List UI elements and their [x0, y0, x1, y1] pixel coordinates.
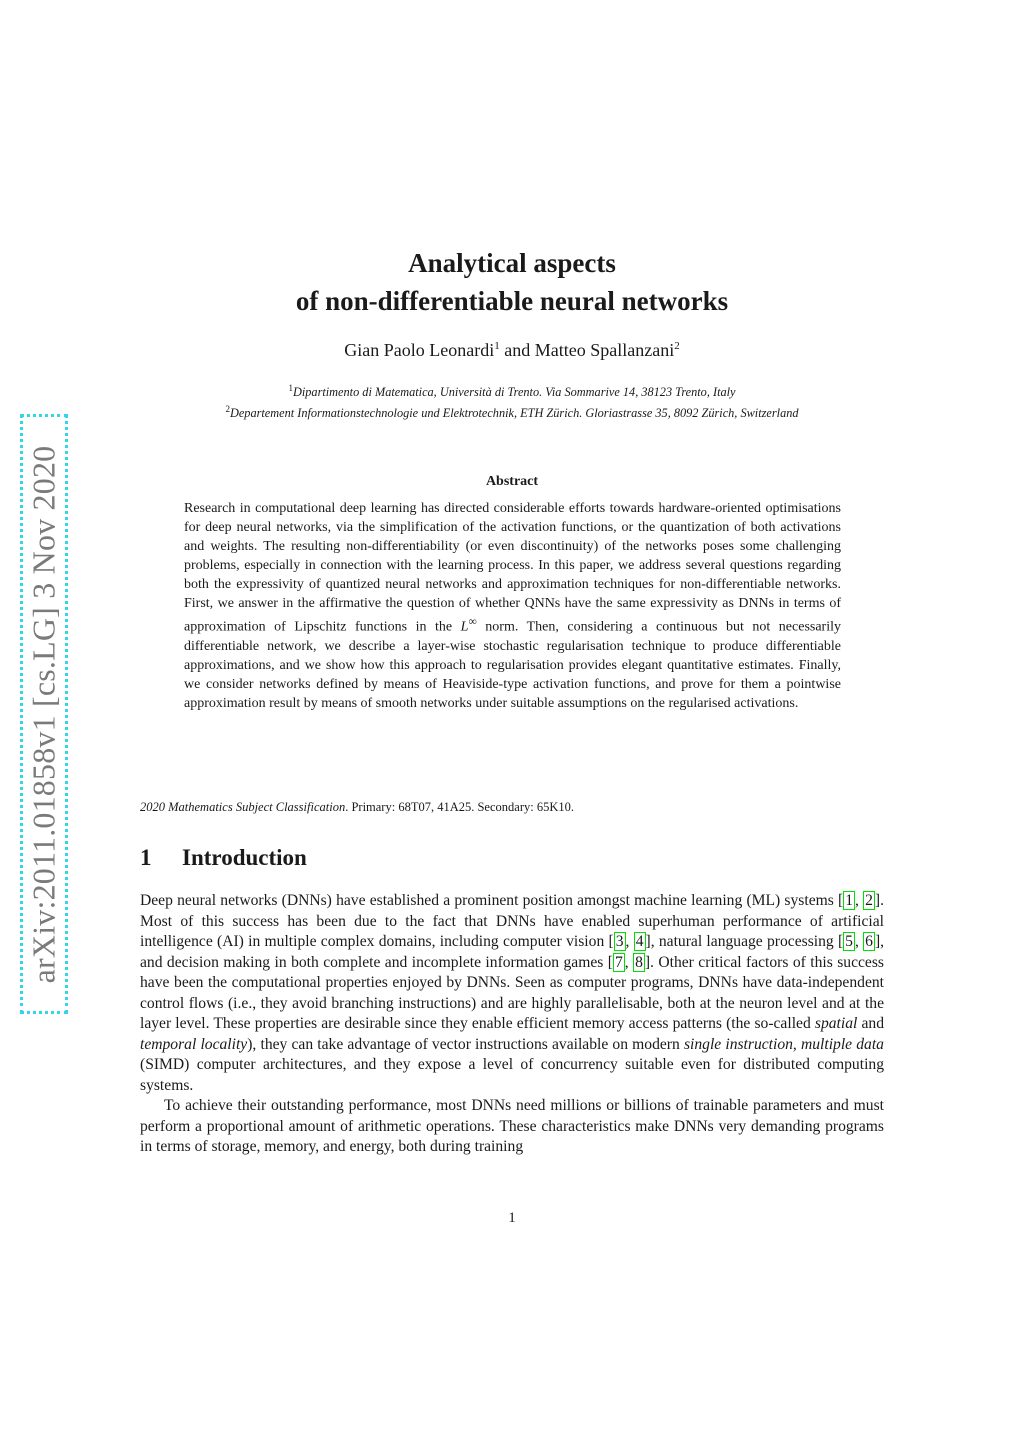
title-line-2: of non-differentiable neural networks — [295, 286, 729, 316]
affiliation-1 — [120, 380, 904, 401]
author-2-mark: 2 — [674, 340, 680, 352]
citation-link[interactable]: 2 — [865, 892, 873, 909]
citation-link[interactable]: 4 — [635, 933, 644, 950]
author-2: Matteo Spallanzani — [534, 340, 675, 360]
abstract-text — [184, 500, 841, 714]
page-number: 1 — [508, 1210, 516, 1226]
author-1-mark: 1 — [494, 340, 500, 352]
section-title: Introduction — [182, 845, 307, 870]
affiliation-1-mark: 1 — [288, 383, 293, 393]
citation-link[interactable]: 3 — [615, 933, 624, 950]
intro-text: ], and decision making in both complete and incomplete information games [ — [140, 933, 885, 971]
emphasis-text: temporal locality — [140, 1035, 248, 1053]
intro-text: Deep neural networks (DNNs) have established a prominent position amongst machine learning (ML) systems [ — [140, 892, 844, 909]
intro-paragraph-1 — [140, 891, 884, 1096]
msc-codes: . Primary: 68T07, 41A25. Secondary: 65K10. — [345, 800, 574, 814]
intro-text: (SIMD) computer architectures, and they expose a level of concurrency suitable even for distributed computing systems. — [140, 1056, 884, 1094]
intro-text: and — [857, 1015, 884, 1032]
abstract-part-1: Research in computational deep learning has directed considerable efforts towards hardware-oriented optimisations for deep neural networks, via the simplification of the activation functions, or the quantization of both activations and weights. The resulting non-differentiability (or even discontinuity) of the networks poses some challenging problems, especially in connection with the learning process. In this paper, we address several questions regarding both the expressivity of quantized neural networks and approximation techniques for non-differentiable networks. First, we answer in the affirmative the question of whether QNNs have the same expressivity as DNNs in terms of approximation of Lipschitz functions in the — [184, 501, 841, 636]
title-line-1: Analytical aspects — [408, 248, 616, 278]
norm-symbol: L — [460, 620, 469, 636]
section-heading — [140, 845, 307, 871]
abstract-part-2: norm. Then, considering a continuous but not necessarily differentiable network, we describe a layer-wise stochastic regularisation technique to produce differentiable approximations, and we show how this approach to regularisation provides elegant quantitative estimates. Finally, we consider networks defined by means of Heaviside-type activation functions, and prove for them a pointwise approximation result by means of smooth networks under suitable assumptions on the regularised activations. — [184, 620, 841, 711]
citation-link[interactable]: 1 — [845, 892, 854, 909]
affiliation-1-text: Dipartimento di Matematica, Università di Trento. Via Sommarive 14, 38123 Trento, Italy — [292, 385, 736, 400]
introduction-body — [140, 891, 884, 1158]
norm-superscript: ∞ — [468, 615, 477, 629]
citation-separator: , — [625, 933, 634, 950]
citation-link[interactable]: 8 — [635, 953, 643, 971]
section-number: 1 — [140, 845, 152, 870]
paper-title — [140, 244, 884, 320]
intro-text: ], natural language processing [ — [645, 933, 844, 950]
intro-text: ]. Other critical factors of this success have been the computational properties enjoyed by DNNs. Seen as computer programs, DNNs have data-independent control flows (i.e., they avoid branching instructions) and are highly parallelisable, both at the neuron level and at the layer level. These properties are desirable since they enable efficient memory access patterns (the so-called — [140, 953, 884, 1032]
author-conjunction: and — [499, 340, 535, 360]
msc-classification — [140, 800, 884, 815]
affiliation-2-mark: 2 — [225, 404, 230, 415]
citation-link[interactable]: 6 — [865, 933, 873, 950]
emphasis-text: single instruction, multiple data — [683, 1035, 884, 1053]
affiliation-2-text: Departement Informationstechnologie und Elektrotechnik, ETH Zürich. Gloriastrasse 35, 8092 Zürich, Switzerland — [229, 406, 799, 421]
citation-link[interactable]: 5 — [845, 933, 853, 950]
intro-text: ]. Most of this success has been due to the fact that DNNs have enabled superhuman performance of artificial intelligence (AI) in multiple complex domains, including computer vision [ — [140, 892, 885, 950]
intro-text: ), they can take advantage of vector instructions available on modern — [247, 1035, 684, 1053]
author-list — [140, 340, 884, 361]
citation-link[interactable]: 7 — [614, 953, 623, 971]
citation-separator: , — [855, 892, 864, 909]
intro-paragraph-2: To achieve their outstanding performance, most DNNs need millions or billions of trainable parameters and must perform a proportional amount of arithmetic operations. These characteristics make DNNs very demanding programs in terms of storage, memory, and energy, both during training — [140, 1097, 884, 1155]
citation-separator: , — [624, 953, 634, 971]
emphasis-text: spatial — [814, 1015, 858, 1032]
msc-label: 2020 Mathematics Subject Classification — [140, 800, 346, 814]
affiliation-2 — [120, 401, 904, 422]
abstract-heading: Abstract — [485, 474, 539, 489]
arxiv-stamp[interactable] — [20, 414, 68, 1014]
citation-separator: , — [854, 933, 864, 950]
arxiv-identifier: arXiv:2011.01858v1 [cs.LG] 3 Nov 2020 — [25, 445, 62, 983]
author-1: Gian Paolo Leonardi — [344, 340, 495, 360]
affiliations — [120, 380, 904, 422]
